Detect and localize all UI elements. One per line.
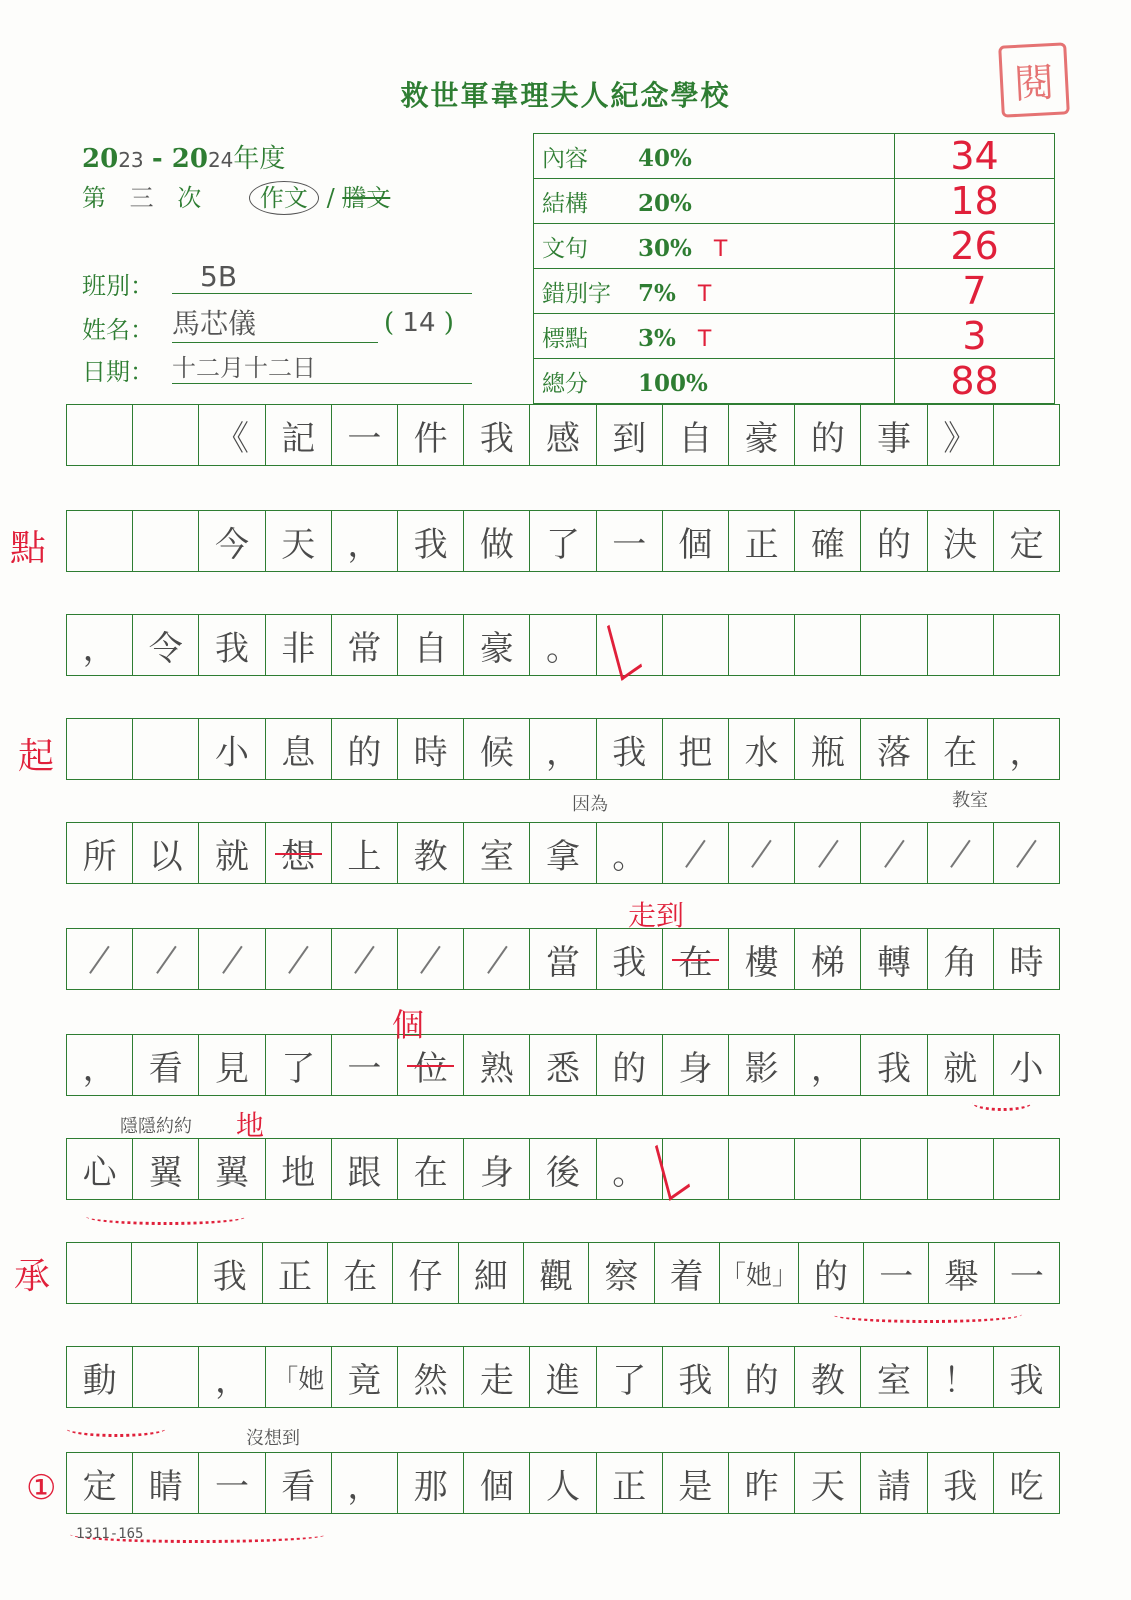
- grid-cell: 的: [861, 511, 927, 571]
- grid-cell: 上: [332, 823, 398, 883]
- grid-cell: 樓: [729, 929, 795, 989]
- grid-cell: 梯: [795, 929, 861, 989]
- grid-cell: 翼: [199, 1139, 265, 1199]
- insert-classroom: 教室: [952, 790, 988, 811]
- grid-cell: [994, 823, 1059, 883]
- grid-cell: 我: [198, 1243, 263, 1303]
- grid-cell: 我: [928, 1453, 994, 1513]
- grid-cell: 定: [1009, 524, 1044, 565]
- grid-cell: [729, 823, 795, 883]
- grid-cell: 時: [398, 719, 464, 779]
- grid-cell: [464, 929, 530, 989]
- score-category: 錯別字: [542, 280, 611, 307]
- grid-cell: 個: [464, 1453, 530, 1513]
- grid-row: [66, 404, 1060, 466]
- grid-cell: [133, 1347, 199, 1407]
- grid-cell: 見: [199, 1035, 265, 1095]
- grid-cell: 自: [663, 405, 729, 465]
- score-category: 結構: [542, 190, 588, 217]
- score-percent: 30%: [638, 234, 692, 262]
- score-value: 7: [895, 269, 1055, 314]
- grid-cell: 那: [398, 1453, 464, 1513]
- grid-cell: 天: [795, 1453, 861, 1513]
- grid-cell: 請: [861, 1453, 927, 1513]
- underline-wave-1: [972, 1094, 1032, 1111]
- grid-cell: 落: [861, 719, 927, 779]
- grid-cell: 一: [332, 405, 398, 465]
- grid-cell: 舉: [929, 1243, 994, 1303]
- grid-cell: 做: [464, 511, 530, 571]
- grid-cell: 教: [398, 823, 464, 883]
- grid-cell: 身: [464, 1139, 530, 1199]
- grid-cell: 影: [729, 1035, 795, 1095]
- grid-cell: 今: [199, 511, 265, 571]
- read-stamp: 閱: [998, 42, 1070, 117]
- grid-cell: 令: [133, 615, 199, 675]
- grid-cell: [663, 823, 729, 883]
- type-other-struck: 謄文: [342, 184, 391, 212]
- grid-cell: 教: [795, 1347, 861, 1407]
- grid-cell: 常: [332, 615, 398, 675]
- grid-cell: 正: [263, 1243, 328, 1303]
- name-value: 馬芯儀: [172, 302, 378, 343]
- insert-particle: 地: [236, 1109, 265, 1142]
- grid-row: [66, 1034, 1060, 1096]
- grid-cell: 走: [464, 1347, 530, 1407]
- grid-cell: 的: [795, 405, 861, 465]
- grid-cell: 細: [459, 1243, 524, 1303]
- name-label: 姓名：: [82, 316, 154, 344]
- grid-cell: [199, 929, 265, 989]
- insert-measure-word: 個: [392, 1006, 425, 1044]
- grid-row: [66, 1138, 1060, 1200]
- grid-cell: 事: [861, 405, 927, 465]
- grid-cell: 記: [266, 405, 332, 465]
- grid-cell: 了: [530, 511, 596, 571]
- grid-cell: 時: [1009, 942, 1044, 983]
- grid-cell: [928, 823, 994, 883]
- score-label: [534, 359, 895, 404]
- grid-cell: 息: [266, 719, 332, 779]
- class-value: 5B: [172, 260, 472, 294]
- grid-cell: [67, 405, 133, 465]
- grid-cell: ，: [1009, 732, 1044, 773]
- grid-cell: [861, 1139, 927, 1199]
- grid-cell: [133, 511, 199, 571]
- grid-cell: 。: [597, 1139, 663, 1199]
- grid-cell: 的: [729, 1347, 795, 1407]
- grid-cell: ，: [67, 615, 133, 675]
- grid-cell: 豪: [464, 615, 530, 675]
- grid-cell: 我: [398, 511, 464, 571]
- grid-cell: 心: [67, 1139, 133, 1199]
- grid-cell: 察: [589, 1243, 654, 1303]
- score-percent: 7%: [638, 279, 676, 307]
- date-label: 日期：: [82, 358, 154, 386]
- grid-cell: 然: [398, 1347, 464, 1407]
- grid-cell: 看: [266, 1453, 332, 1513]
- type-selected-circled: 作文: [249, 181, 319, 215]
- grid-cell: 室: [464, 823, 530, 883]
- grid-cell: 確: [795, 511, 861, 571]
- underline-wave-3: [832, 1306, 1022, 1323]
- grid-cell: 一: [332, 1035, 398, 1095]
- grid-row: [66, 1452, 1060, 1514]
- grid-cell: [928, 1139, 994, 1199]
- circled-number: ①: [26, 1468, 57, 1508]
- score-row: [534, 134, 1055, 179]
- grid-cell: 小: [1009, 1048, 1044, 1089]
- grid-cell: 悉: [530, 1035, 596, 1095]
- grid-cell: [133, 405, 199, 465]
- grid-cell: 所: [67, 823, 133, 883]
- score-label: [534, 179, 895, 224]
- grid-cell: 《: [199, 405, 265, 465]
- grid-row: [66, 1242, 1060, 1304]
- grid-cell: 位: [398, 1035, 464, 1095]
- score-percent: 20%: [638, 189, 692, 217]
- grid-cell: 我: [663, 1347, 729, 1407]
- grid-row: [66, 1346, 1060, 1408]
- grid-cell: ，: [332, 511, 398, 571]
- grid-cell: 想: [266, 823, 332, 883]
- grid-cell: ！: [928, 1347, 994, 1407]
- grid-cell: 着: [655, 1243, 720, 1303]
- grid-cell: 拿: [530, 823, 596, 883]
- grid-cell: 。: [530, 615, 596, 675]
- grid-cell: 把: [663, 719, 729, 779]
- score-value: 3: [895, 314, 1055, 359]
- grid-cell: 決: [928, 511, 994, 571]
- score-label: [534, 224, 895, 269]
- grid-cell: 我: [861, 1035, 927, 1095]
- grid-cell: [861, 615, 927, 675]
- grid-cell: 是: [663, 1453, 729, 1513]
- score-category: 標點: [542, 325, 588, 352]
- score-category: 總分: [542, 370, 588, 397]
- grid-cell: 候: [464, 719, 530, 779]
- grid-cell: 的: [332, 719, 398, 779]
- year-end-handwritten: 24: [207, 148, 234, 172]
- grid-cell: 水: [729, 719, 795, 779]
- score-row: [534, 359, 1055, 404]
- score-value: 88: [895, 359, 1055, 404]
- grid-cell: [994, 405, 1059, 465]
- grid-cell: 就: [928, 1035, 994, 1095]
- grid-cell: 一: [864, 1243, 929, 1303]
- score-row: [534, 314, 1055, 359]
- score-category: 內容: [542, 145, 588, 172]
- grid-cell: 仔: [393, 1243, 458, 1303]
- grid-cell: 在: [928, 719, 994, 779]
- grid-cell: [266, 929, 332, 989]
- grid-cell: 一: [199, 1453, 265, 1513]
- grid-cell: 室: [861, 1347, 927, 1407]
- grid-cell: 感: [530, 405, 596, 465]
- grid-cell: [67, 511, 133, 571]
- session-line: 第 三 次 作文 / 謄文: [82, 178, 390, 213]
- grid-cell: 地: [266, 1139, 332, 1199]
- grid-cell: 後: [530, 1139, 596, 1199]
- score-percent: 40%: [638, 144, 692, 172]
- grid-cell: 轉: [861, 929, 927, 989]
- grid-cell: 正: [597, 1453, 663, 1513]
- insert-walk-to: 走到: [628, 899, 685, 932]
- school-name: 救世軍韋理夫人紀念學校: [400, 79, 731, 112]
- session-number: 三: [129, 184, 154, 212]
- insert-faintly: 隱隱約約: [120, 1116, 192, 1137]
- student-number: ( 14 ): [384, 308, 454, 338]
- grid-cell: 天: [266, 511, 332, 571]
- grid-cell: 了: [266, 1035, 332, 1095]
- grid-cell: 的: [799, 1243, 864, 1303]
- grid-cell: 一: [1009, 1256, 1044, 1297]
- grid-cell: 非: [266, 615, 332, 675]
- grid-row: [66, 614, 1060, 676]
- grid-cell: 動: [67, 1347, 133, 1407]
- grid-cell: 。: [597, 823, 663, 883]
- grid-cell: [729, 615, 795, 675]
- score-label: [534, 269, 895, 314]
- score-tick-mark: T: [697, 326, 712, 352]
- grid-cell: 到: [597, 405, 663, 465]
- grid-cell: [861, 823, 927, 883]
- grid-cell: 熟: [464, 1035, 530, 1095]
- grid-cell: ，: [795, 1035, 861, 1095]
- grid-cell: 的: [597, 1035, 663, 1095]
- score-label: [534, 134, 895, 179]
- grid-cell: 了: [597, 1347, 663, 1407]
- score-value: 18: [895, 179, 1055, 224]
- underline-wave-2: [86, 1208, 246, 1225]
- grid-cell: ，: [199, 1347, 265, 1407]
- grid-cell: [133, 929, 199, 989]
- grid-cell: 「她」: [720, 1243, 799, 1303]
- footer-code: 1311-165: [76, 1526, 144, 1542]
- year-start-handwritten: 23: [118, 148, 144, 172]
- score-category: 文句: [542, 235, 588, 262]
- margin-note-2: 起: [18, 736, 55, 777]
- grid-cell: 正: [729, 511, 795, 571]
- grid-cell: 吃: [1009, 1466, 1044, 1507]
- grid-cell: 我: [1009, 1360, 1044, 1401]
- score-value: 34: [895, 134, 1055, 179]
- grid-cell: [67, 1243, 132, 1303]
- grid-cell: 在: [328, 1243, 393, 1303]
- grid-cell: 定: [67, 1453, 133, 1513]
- grid-cell: [795, 1139, 861, 1199]
- grid-cell: [133, 719, 199, 779]
- score-row: [534, 224, 1055, 269]
- grid-cell: 在: [398, 1139, 464, 1199]
- grid-cell: 以: [133, 823, 199, 883]
- grid-cell: [663, 615, 729, 675]
- grid-cell: 我: [597, 719, 663, 779]
- grid-cell: 小: [199, 719, 265, 779]
- grid-cell: ，: [67, 1035, 133, 1095]
- grid-cell: 「她: [266, 1347, 332, 1407]
- grid-row: [66, 928, 1060, 990]
- margin-note-1: 點: [10, 528, 47, 569]
- grid-cell: [795, 823, 861, 883]
- score-percent: 3%: [638, 324, 676, 352]
- grid-cell: ，: [332, 1453, 398, 1513]
- margin-note-3: 承: [14, 1256, 51, 1297]
- grid-cell: [994, 615, 1059, 675]
- grid-cell: 睛: [133, 1453, 199, 1513]
- grid-cell: [398, 929, 464, 989]
- grid-cell: [795, 615, 861, 675]
- insert-unexpectedly: 沒想到: [246, 1428, 300, 1449]
- date-value: 十二月十二日: [172, 348, 472, 384]
- grid-cell: [332, 929, 398, 989]
- grid-cell: [729, 1139, 795, 1199]
- grid-cell: 我: [199, 615, 265, 675]
- grid-cell: 我: [464, 405, 530, 465]
- grid-cell: 昨: [729, 1453, 795, 1513]
- score-value: 26: [895, 224, 1055, 269]
- grid-cell: 竟: [332, 1347, 398, 1407]
- score-tick-mark: T: [697, 281, 712, 307]
- insert-because: 因為: [572, 794, 608, 815]
- grid-cell: 角: [928, 929, 994, 989]
- score-percent: 100%: [638, 369, 708, 397]
- grid-cell: [132, 1243, 197, 1303]
- class-label: 班別：: [82, 272, 154, 300]
- grid-cell: [994, 1139, 1059, 1199]
- grid-cell: 件: [398, 405, 464, 465]
- grid-cell: 我: [597, 929, 663, 989]
- grid-cell: 身: [663, 1035, 729, 1095]
- grid-cell: 觀: [524, 1243, 589, 1303]
- grid-cell: ，: [530, 719, 596, 779]
- score-row: [534, 269, 1055, 314]
- grid-cell: 翼: [133, 1139, 199, 1199]
- grid-cell: 就: [199, 823, 265, 883]
- grid-cell: 一: [597, 511, 663, 571]
- grid-cell: 豪: [729, 405, 795, 465]
- grid-cell: 跟: [332, 1139, 398, 1199]
- grid-cell: [67, 929, 133, 989]
- score-tick-mark: T: [713, 236, 728, 262]
- grid-cell: 當: [530, 929, 596, 989]
- grid-cell: 》: [928, 405, 994, 465]
- school-year: 2023 - 2024年度: [82, 144, 286, 174]
- grid-cell: [928, 615, 994, 675]
- grid-cell: 人: [530, 1453, 596, 1513]
- grid-cell: 瓶: [795, 719, 861, 779]
- grid-cell: [67, 719, 133, 779]
- score-label: [534, 314, 895, 359]
- score-table: [533, 133, 1055, 404]
- grid-row: [66, 718, 1060, 780]
- grid-row: [66, 822, 1060, 884]
- grid-cell: 看: [133, 1035, 199, 1095]
- grid-cell: 自: [398, 615, 464, 675]
- underline-wave-4: [66, 1420, 166, 1437]
- grid-row: [66, 510, 1060, 572]
- grid-cell: 個: [663, 511, 729, 571]
- grid-cell: 在: [663, 929, 729, 989]
- grid-cell: 進: [530, 1347, 596, 1407]
- score-row: [534, 179, 1055, 224]
